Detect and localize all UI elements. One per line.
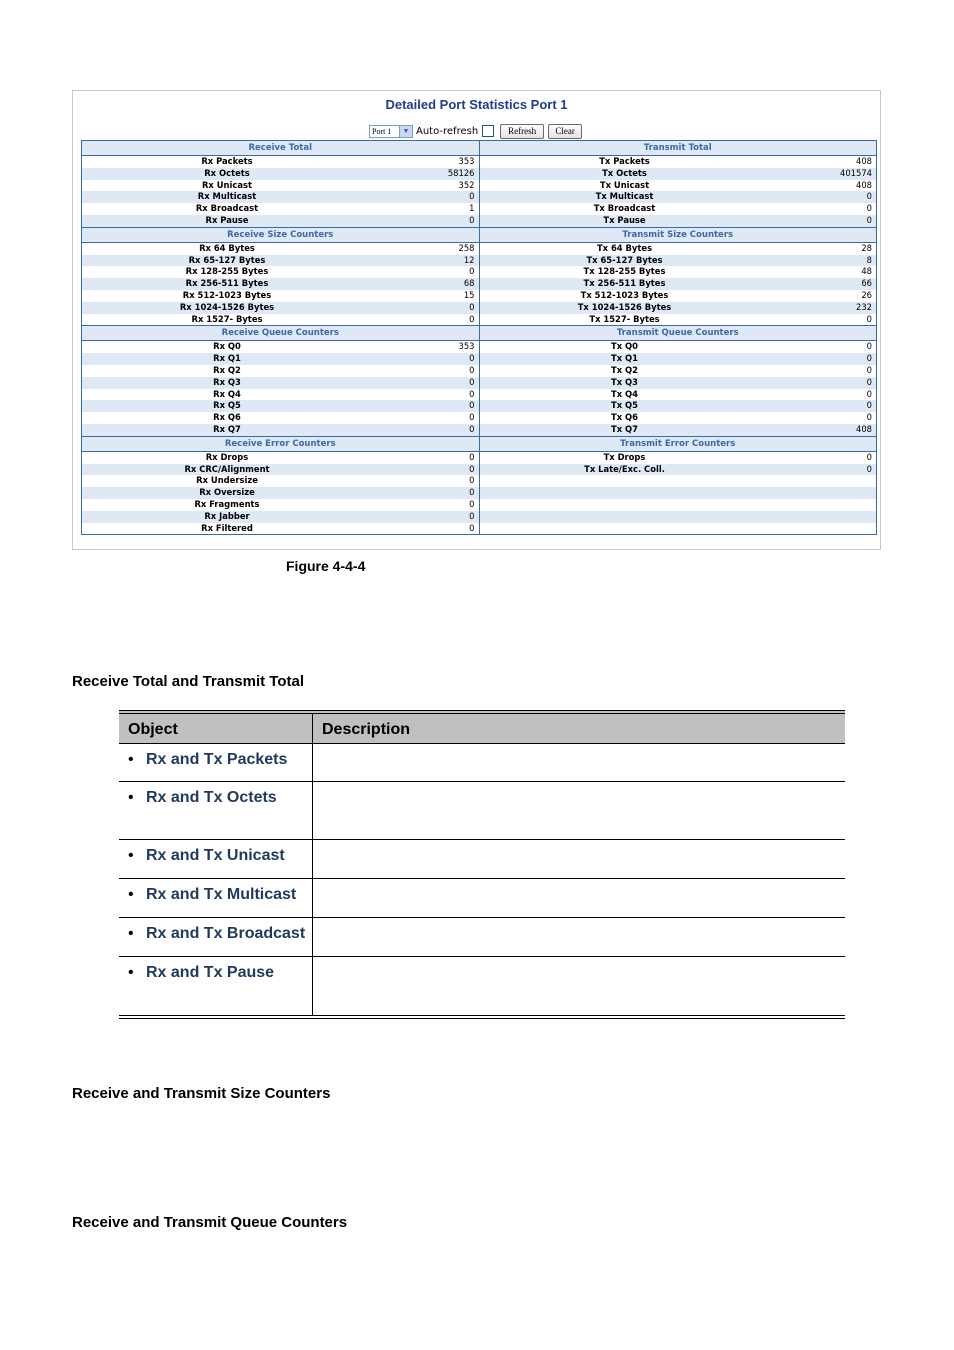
counter-label: Rx Pause bbox=[205, 214, 249, 225]
table-row bbox=[82, 278, 876, 290]
counter-label: Tx Q5 bbox=[611, 400, 638, 411]
statistics-table bbox=[81, 140, 877, 535]
counter-label: Tx 65-127 Bytes bbox=[586, 254, 663, 265]
transmit-cell bbox=[479, 243, 877, 255]
counter-label: Rx Multicast bbox=[197, 191, 257, 202]
counter-value: 12 bbox=[463, 254, 475, 265]
counter-label: Rx Drops bbox=[205, 451, 249, 462]
counter-value: 58126 bbox=[447, 167, 475, 178]
table-header bbox=[119, 710, 845, 743]
transmit-cell bbox=[479, 487, 877, 499]
counter-label: Rx Q7 bbox=[213, 423, 241, 434]
counter-value: 0 bbox=[469, 214, 475, 225]
table-row bbox=[119, 917, 845, 956]
receive-cell bbox=[82, 243, 479, 255]
counter-value: 0 bbox=[866, 203, 872, 214]
counter-value: 0 bbox=[866, 353, 872, 364]
bullet-icon: • bbox=[128, 925, 134, 942]
counter-value: 352 bbox=[458, 179, 475, 190]
counter-value: 0 bbox=[866, 341, 872, 352]
counter-value: 401574 bbox=[840, 167, 872, 178]
receive-cell bbox=[82, 452, 479, 464]
counter-label: Tx Broadcast bbox=[593, 203, 656, 214]
transmit-cell bbox=[479, 266, 877, 278]
receive-cell bbox=[82, 424, 479, 436]
receive-cell bbox=[82, 215, 479, 227]
bullet-icon: • bbox=[128, 751, 134, 768]
table-row bbox=[82, 523, 876, 535]
transmit-cell bbox=[479, 191, 877, 203]
transmit-cell bbox=[479, 168, 877, 180]
counter-value: 0 bbox=[469, 191, 475, 202]
counter-value: 0 bbox=[469, 313, 475, 324]
port-select-value: Port 1 bbox=[372, 126, 392, 136]
object-name: Rx and Tx Unicast bbox=[146, 847, 285, 864]
transmit-cell bbox=[479, 290, 877, 302]
counter-label: Tx Pause bbox=[603, 214, 646, 225]
counter-label: Tx Q7 bbox=[611, 423, 638, 434]
table-row bbox=[82, 389, 876, 401]
transmit-cell bbox=[479, 215, 877, 227]
counter-label bbox=[480, 475, 770, 487]
description-cell bbox=[313, 918, 845, 956]
counter-label: Tx 512-1023 Bytes bbox=[580, 289, 669, 300]
counter-label: Rx Octets bbox=[204, 167, 250, 178]
table-row bbox=[82, 464, 876, 476]
object-name: Rx and Tx Broadcast bbox=[146, 925, 306, 942]
object-cell bbox=[119, 782, 313, 839]
receive-header: Receive Total bbox=[248, 143, 312, 153]
transmit-cell bbox=[479, 353, 877, 365]
object-name: Rx and Tx Multicast bbox=[146, 886, 297, 903]
receive-cell bbox=[82, 341, 479, 353]
counter-label bbox=[480, 523, 770, 535]
table-row bbox=[82, 365, 876, 377]
counter-value bbox=[770, 475, 877, 487]
receive-header: Receive Queue Counters bbox=[221, 328, 339, 339]
counter-label: Rx Filtered bbox=[201, 522, 253, 533]
table-body bbox=[119, 743, 845, 1015]
counter-label: Tx 256-511 Bytes bbox=[583, 278, 666, 289]
counter-label: Rx Unicast bbox=[201, 179, 252, 190]
counter-value: 0 bbox=[469, 376, 475, 387]
counter-label: Rx Q0 bbox=[213, 341, 241, 352]
counter-label: Rx Fragments bbox=[194, 498, 260, 509]
object-description-table bbox=[119, 710, 845, 1019]
counter-value: 0 bbox=[866, 376, 872, 387]
counter-value: 0 bbox=[469, 266, 475, 277]
counter-label: Rx 1024-1526 Bytes bbox=[179, 301, 275, 312]
table-row bbox=[82, 243, 876, 255]
counter-value: 0 bbox=[469, 412, 475, 423]
counter-value: 0 bbox=[469, 487, 475, 498]
counter-label: Rx 1527- Bytes bbox=[191, 313, 263, 324]
transmit-cell bbox=[479, 412, 877, 424]
receive-cell bbox=[82, 464, 479, 476]
table-row bbox=[82, 424, 876, 436]
table-row bbox=[82, 215, 876, 227]
table-row bbox=[82, 377, 876, 389]
table-row bbox=[82, 203, 876, 215]
counter-value: 0 bbox=[866, 191, 872, 202]
counter-label: Rx Q6 bbox=[213, 412, 241, 423]
bullet-icon: • bbox=[128, 847, 134, 864]
receive-cell bbox=[82, 511, 479, 523]
transmit-cell bbox=[479, 464, 877, 476]
object-name: Rx and Tx Pause bbox=[146, 964, 275, 981]
counter-value: 408 bbox=[856, 423, 872, 434]
counter-label: Rx Q4 bbox=[213, 388, 241, 399]
transmit-cell bbox=[479, 475, 877, 487]
counter-label: Rx Q3 bbox=[213, 376, 241, 387]
counter-value: 0 bbox=[866, 400, 872, 411]
counter-value: 0 bbox=[469, 400, 475, 411]
receive-cell bbox=[82, 475, 479, 487]
object-name: Rx and Tx Packets bbox=[146, 751, 288, 768]
counter-label: Tx Q4 bbox=[611, 388, 638, 399]
table-row bbox=[82, 191, 876, 203]
counter-value: 1 bbox=[469, 203, 475, 214]
transmit-cell bbox=[479, 400, 877, 412]
object-cell bbox=[119, 744, 313, 781]
transmit-header: Transmit Total bbox=[479, 141, 877, 155]
bullet-icon: • bbox=[128, 886, 134, 903]
counter-value: 15 bbox=[463, 289, 475, 300]
table-row bbox=[82, 168, 876, 180]
port-statistics-figure bbox=[72, 90, 881, 550]
counter-label: Tx Q6 bbox=[611, 412, 638, 423]
description-cell bbox=[313, 879, 845, 917]
bullet-icon: • bbox=[128, 789, 134, 806]
counter-value: 48 bbox=[861, 266, 872, 277]
transmit-cell bbox=[479, 255, 877, 267]
table-row bbox=[82, 353, 876, 365]
section-heading-queue-counters: Receive and Transmit Queue Counters bbox=[72, 1214, 348, 1231]
table-row bbox=[82, 156, 876, 168]
receive-header: Receive Error Counters bbox=[224, 438, 336, 449]
table-row bbox=[82, 487, 876, 499]
transmit-cell bbox=[479, 156, 877, 168]
counter-label: Tx Multicast bbox=[595, 191, 654, 202]
column-header-description: Description bbox=[322, 721, 411, 738]
counter-value: 0 bbox=[469, 498, 475, 509]
receive-cell bbox=[82, 412, 479, 424]
receive-cell bbox=[82, 266, 479, 278]
counter-value: 28 bbox=[861, 242, 872, 253]
counter-label: Tx 64 Bytes bbox=[596, 242, 653, 253]
counter-label: Tx 1024-1526 Bytes bbox=[577, 301, 672, 312]
section-heading-totals: Receive Total and Transmit Total bbox=[72, 673, 305, 690]
table-row bbox=[82, 475, 876, 487]
receive-cell bbox=[82, 314, 479, 326]
transmit-cell bbox=[479, 180, 877, 192]
table-bottom-rule bbox=[119, 1015, 845, 1019]
receive-header: Receive Size Counters bbox=[227, 229, 334, 240]
counter-value: 232 bbox=[856, 301, 872, 312]
counter-label: Rx Packets bbox=[201, 156, 253, 166]
counter-label: Tx Q2 bbox=[611, 364, 638, 375]
counter-value: 66 bbox=[861, 278, 872, 289]
table-row bbox=[82, 302, 876, 314]
transmit-cell bbox=[479, 389, 877, 401]
counter-value: 0 bbox=[469, 463, 475, 474]
counter-label: Rx Jabber bbox=[204, 510, 250, 521]
auto-refresh-label: Auto-refresh bbox=[416, 125, 479, 137]
counter-label: Tx Late/Exc. Coll. bbox=[584, 463, 665, 474]
counter-label: Tx 128-255 Bytes bbox=[583, 266, 666, 277]
receive-cell bbox=[82, 156, 479, 168]
transmit-cell bbox=[479, 365, 877, 377]
counter-value: 68 bbox=[463, 278, 475, 289]
transmit-cell bbox=[479, 278, 877, 290]
figure-title: Detailed Port Statistics Port 1 bbox=[385, 97, 568, 112]
counter-label: Rx 512-1023 Bytes bbox=[182, 289, 272, 300]
receive-cell bbox=[82, 255, 479, 267]
table-row bbox=[82, 341, 876, 353]
receive-cell bbox=[82, 523, 479, 535]
transmit-cell bbox=[479, 341, 877, 353]
counter-label: Rx Undersize bbox=[196, 475, 258, 486]
object-cell bbox=[119, 918, 313, 956]
transmit-header: Transmit Queue Counters bbox=[479, 326, 877, 340]
counter-label: Tx Q1 bbox=[611, 353, 638, 364]
counter-value: 0 bbox=[469, 353, 475, 364]
counter-label: Rx Q1 bbox=[213, 353, 241, 364]
table-row bbox=[119, 839, 845, 878]
counter-value: 0 bbox=[866, 364, 872, 375]
counter-value: 0 bbox=[866, 463, 872, 474]
counter-value bbox=[770, 487, 877, 499]
auto-refresh-checkbox[interactable] bbox=[482, 125, 494, 137]
table-row bbox=[119, 878, 845, 917]
counter-value bbox=[770, 511, 877, 523]
counter-label bbox=[480, 499, 770, 511]
object-cell bbox=[119, 879, 313, 917]
section-header bbox=[82, 436, 876, 452]
section-heading-size-counters: Receive and Transmit Size Counters bbox=[72, 1085, 331, 1102]
table-row bbox=[82, 266, 876, 278]
counter-value: 353 bbox=[458, 341, 475, 352]
receive-cell bbox=[82, 203, 479, 215]
statistics-controls bbox=[369, 123, 582, 139]
counter-value: 0 bbox=[469, 423, 475, 434]
counter-label: Rx 128-255 Bytes bbox=[185, 266, 269, 277]
counter-value: 0 bbox=[469, 364, 475, 375]
counter-value: 0 bbox=[469, 451, 475, 462]
receive-cell bbox=[82, 180, 479, 192]
counter-value: 0 bbox=[866, 388, 872, 399]
figure-caption: Figure 4-4-4 bbox=[286, 558, 366, 574]
counter-value bbox=[770, 499, 877, 511]
section-header bbox=[82, 141, 876, 156]
counter-label: Rx 65-127 Bytes bbox=[188, 254, 266, 265]
receive-cell bbox=[82, 168, 479, 180]
counter-value: 8 bbox=[866, 254, 872, 265]
counter-value: 0 bbox=[469, 475, 475, 486]
receive-cell bbox=[82, 365, 479, 377]
receive-cell bbox=[82, 377, 479, 389]
receive-cell bbox=[82, 353, 479, 365]
table-row bbox=[82, 400, 876, 412]
counter-value: 258 bbox=[458, 242, 475, 253]
table-row bbox=[82, 452, 876, 464]
counter-label: Rx CRC/Alignment bbox=[184, 463, 270, 474]
table-row bbox=[82, 290, 876, 302]
port-select[interactable] bbox=[369, 125, 413, 138]
description-cell bbox=[313, 840, 845, 878]
counter-value: 0 bbox=[469, 510, 475, 521]
chevron-down-icon[interactable]: ▼ bbox=[399, 126, 412, 137]
description-cell bbox=[313, 744, 845, 781]
transmit-cell bbox=[479, 302, 877, 314]
description-cell bbox=[313, 957, 845, 1015]
table-row bbox=[119, 743, 845, 781]
counter-label: Tx Octets bbox=[602, 167, 647, 178]
receive-cell bbox=[82, 499, 479, 511]
counter-label: Tx Q0 bbox=[611, 341, 638, 352]
counter-value: 26 bbox=[861, 289, 872, 300]
transmit-header: Transmit Size Counters bbox=[479, 228, 877, 242]
receive-cell bbox=[82, 302, 479, 314]
counter-label: Tx Packets bbox=[599, 156, 650, 166]
counter-label: Tx 1527- Bytes bbox=[589, 313, 660, 324]
transmit-cell bbox=[479, 511, 877, 523]
counter-value: 0 bbox=[469, 388, 475, 399]
counter-label: Tx Q3 bbox=[611, 376, 638, 387]
transmit-cell bbox=[479, 424, 877, 436]
table-row bbox=[119, 956, 845, 1015]
counter-value: 0 bbox=[469, 522, 475, 533]
counter-value: 408 bbox=[856, 156, 872, 166]
transmit-cell bbox=[479, 377, 877, 389]
section-header bbox=[82, 227, 876, 243]
counter-value: 0 bbox=[866, 313, 872, 324]
receive-cell bbox=[82, 400, 479, 412]
counter-label bbox=[480, 487, 770, 499]
transmit-header: Transmit Error Counters bbox=[479, 437, 877, 451]
transmit-cell bbox=[479, 314, 877, 326]
column-header-object: Object bbox=[119, 714, 313, 743]
transmit-cell bbox=[479, 499, 877, 511]
counter-value: 0 bbox=[866, 451, 872, 462]
counter-label bbox=[480, 511, 770, 523]
refresh-button[interactable]: Refresh bbox=[500, 124, 544, 139]
receive-cell bbox=[82, 191, 479, 203]
object-name: Rx and Tx Octets bbox=[146, 789, 277, 806]
counter-label: Rx Q5 bbox=[213, 400, 241, 411]
receive-cell bbox=[82, 389, 479, 401]
counter-label: Tx Drops bbox=[603, 451, 646, 462]
counter-label: Rx Q2 bbox=[213, 364, 241, 375]
transmit-cell bbox=[479, 452, 877, 464]
counter-value: 0 bbox=[866, 214, 872, 225]
counter-label: Rx 256-511 Bytes bbox=[185, 278, 269, 289]
section-header bbox=[82, 325, 876, 341]
object-cell bbox=[119, 957, 313, 1015]
table-row bbox=[82, 412, 876, 424]
table-row bbox=[82, 255, 876, 267]
counter-value: 408 bbox=[856, 179, 872, 190]
receive-cell bbox=[82, 487, 479, 499]
receive-cell bbox=[82, 278, 479, 290]
table-row bbox=[82, 499, 876, 511]
table-row bbox=[82, 511, 876, 523]
description-cell bbox=[313, 782, 845, 839]
transmit-cell bbox=[479, 523, 877, 535]
counter-value: 0 bbox=[469, 301, 475, 312]
bullet-icon: • bbox=[128, 964, 134, 981]
table-row bbox=[82, 314, 876, 326]
counter-value: 353 bbox=[458, 156, 475, 166]
counter-value: 0 bbox=[866, 412, 872, 423]
table-row bbox=[82, 180, 876, 192]
counter-label: Rx 64 Bytes bbox=[199, 242, 255, 253]
counter-label: Rx Oversize bbox=[199, 487, 255, 498]
object-cell bbox=[119, 840, 313, 878]
counter-value bbox=[770, 523, 877, 535]
counter-label: Tx Unicast bbox=[599, 179, 650, 190]
clear-button[interactable]: Clear bbox=[548, 124, 582, 139]
transmit-cell bbox=[479, 203, 877, 215]
receive-cell bbox=[82, 290, 479, 302]
counter-label: Rx Broadcast bbox=[195, 203, 259, 214]
table-row bbox=[119, 781, 845, 839]
